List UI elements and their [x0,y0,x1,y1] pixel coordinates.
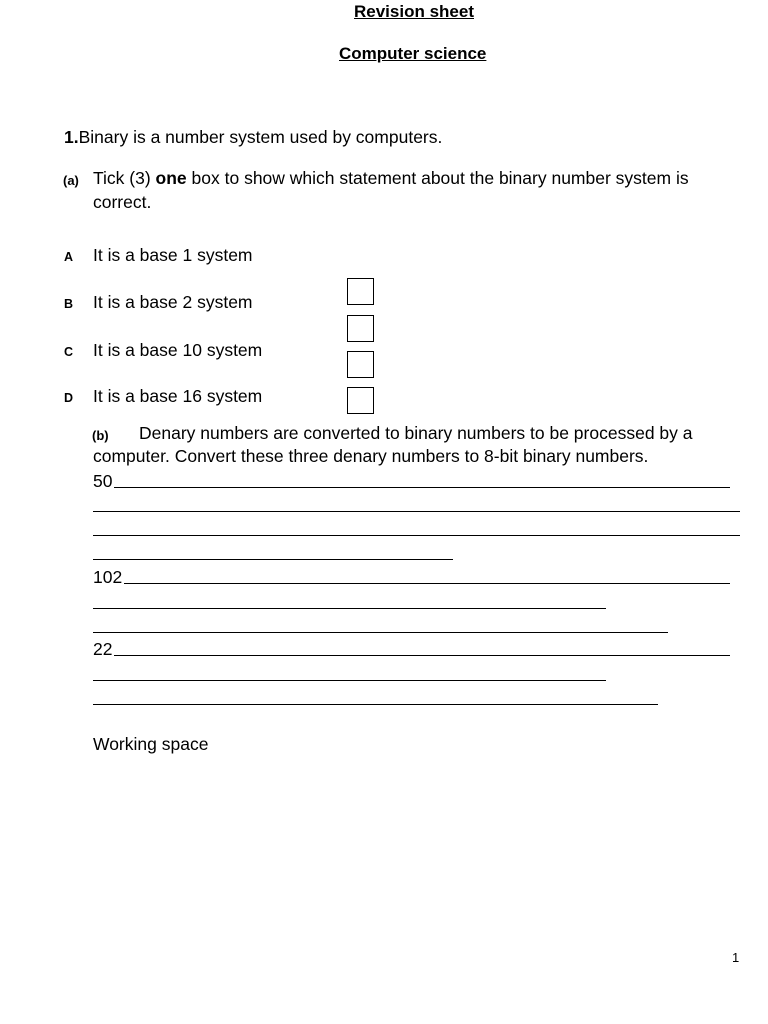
answer-line[interactable] [93,535,740,536]
part-b-label: (b) [92,428,109,443]
option-a-text: It is a base 1 system [93,245,253,265]
option-b-text: It is a base 2 system [93,292,253,312]
page-number: 1 [732,950,740,965]
denary-number-22: 22 [93,639,113,659]
part-a-instruction [93,167,689,190]
instruction-text: Tick (3) [93,168,156,188]
answer-line[interactable] [124,583,730,584]
part-a-label: (a) [63,173,79,188]
instruction-emphasis: one [155,168,187,188]
answer-line[interactable] [93,559,453,560]
option-a-letter: A [64,250,74,264]
option-c-letter: C [64,345,74,359]
answer-line[interactable] [114,487,730,488]
question-number: 1. [64,127,79,147]
part-b-instruction-line2: computer. Convert these three denary numbers to 8-bit binary numbers. [93,446,649,466]
answer-line[interactable] [93,511,740,512]
tick-box-4[interactable] [347,387,374,414]
tick-box-2[interactable] [347,315,374,342]
part-b-instruction: Denary numbers are converted to binary numbers to be processed by a [139,423,693,443]
instruction-text-cont: box to show which statement about the binary number system is [186,168,689,188]
denary-number-102: 102 [93,567,123,587]
answer-line[interactable] [93,704,658,705]
tick-box-1[interactable] [347,278,374,305]
answer-line[interactable] [114,655,730,656]
page-title: Revision sheet [354,2,474,21]
part-a-instruction-line2: correct. [93,192,152,212]
denary-number-50: 50 [93,471,113,491]
option-d-letter: D [64,391,74,405]
question-1-stem [64,126,442,149]
answer-line[interactable] [93,608,606,609]
page-subtitle: Computer science [339,44,487,63]
question-stem-text: Binary is a number system used by computers. [78,127,443,147]
answer-line[interactable] [93,680,606,681]
working-space-label: Working space [93,734,209,754]
option-c-text: It is a base 10 system [93,340,263,360]
answer-line[interactable] [93,632,668,633]
tick-box-3[interactable] [347,351,374,378]
option-b-letter: B [64,297,74,311]
option-d-text: It is a base 16 system [93,386,263,406]
